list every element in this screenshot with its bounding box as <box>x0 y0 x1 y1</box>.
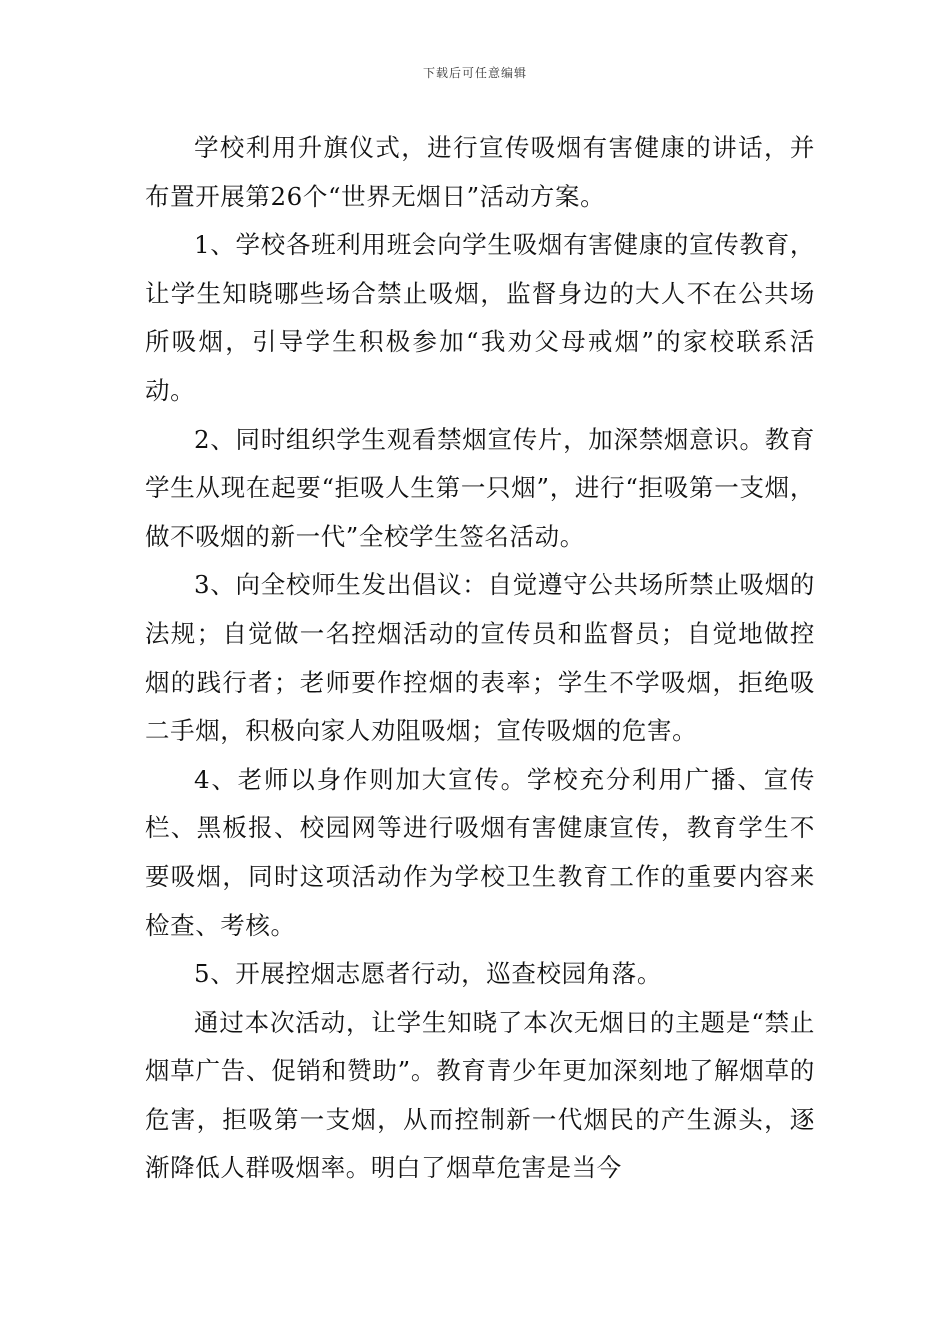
page-header: 下载后可任意编辑 <box>422 66 527 80</box>
paragraph-summary: 通过本次活动，让学生知晓了本次无烟日的主题是“禁止烟草广告、促销和赞助”。教育青少年更加深刻地了解烟草的危害，拒吸第一支烟，从而控制新一代烟民的产生源头，逐渐降低人群吸烟率。明白了烟草危害是当今 <box>145 1007 815 1183</box>
paragraph-item-1: 1、学校各班利用班会向学生吸烟有害健康的宣传教育，让学生知晓哪些场合禁止吸烟，监督身边的大人不在公共场所吸烟，引导学生积极参加“我劝父母戒烟”的家校联系活动。 <box>145 230 815 405</box>
paragraph-item-5: 5、开展控烟志愿者行动，巡查校园角落。 <box>194 959 662 989</box>
document-body <box>145 124 815 1193</box>
paragraph-item-3: 3、向全校师生发出倡议：自觉遵守公共场所禁止吸烟的法规；自觉做一名控烟活动的宣传员和监督员；自觉地做控烟的践行者；老师要作控烟的表率；学生不学吸烟，拒绝吸二手烟，积极向家人劝阻吸烟；宣传吸烟的危害。 <box>145 570 815 746</box>
paragraph-item-2: 2、同时组织学生观看禁烟宣传片，加深禁烟意识。教育学生从现在起要“拒吸人生第一只烟”，进行“拒吸第一支烟，做不吸烟的新一代”全校学生签名活动。 <box>145 424 815 551</box>
paragraph-item-4: 4、老师以身作则加大宣传。学校充分利用广播、宣传栏、黑板报、校园网等进行吸烟有害健康宣传，教育学生不要吸烟，同时这项活动作为学校卫生教育工作的重要内容来检查、考核。 <box>145 764 815 940</box>
paragraph-intro: 学校利用升旗仪式，进行宣传吸烟有害健康的讲话，并布置开展第26个“世界无烟日”活动方案。 <box>145 133 815 211</box>
